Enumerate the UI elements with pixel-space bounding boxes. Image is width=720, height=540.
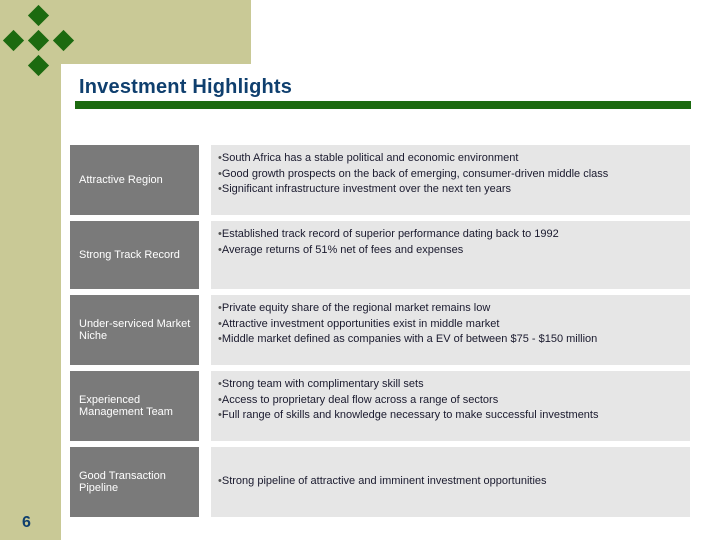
page-number: 6 xyxy=(22,514,31,531)
row-body xyxy=(211,371,690,441)
bullet-item: • Private equity share of the regional market remains low xyxy=(218,301,690,317)
highlight-row xyxy=(70,145,690,215)
bullet-item: • Strong pipeline of attractive and imminent investment opportunities xyxy=(218,474,690,490)
highlight-row xyxy=(70,221,690,289)
highlight-row xyxy=(70,295,690,365)
row-label: Under-serviced Market Niche xyxy=(70,295,199,365)
row-label: Good Transaction Pipeline xyxy=(70,447,199,517)
row-body xyxy=(211,447,690,517)
highlight-row xyxy=(70,447,690,517)
row-body xyxy=(211,221,690,289)
bullet-item: • Middle market defined as companies with a EV of between $75 - $150 million xyxy=(218,332,690,348)
bullet-item: • Established track record of superior performance dating back to 1992 xyxy=(218,227,690,243)
bullet-item: • Good growth prospects on the back of emerging, consumer-driven middle class xyxy=(218,167,690,183)
row-label: Strong Track Record xyxy=(70,221,199,289)
row-label: Attractive Region xyxy=(70,145,199,215)
slide-title: Investment Highlights xyxy=(79,76,293,98)
row-body xyxy=(211,145,690,215)
bullet-item: • Attractive investment opportunities exist in middle market xyxy=(218,317,690,333)
row-label: Experienced Management Team xyxy=(70,371,199,441)
left-decor-bar xyxy=(0,0,61,540)
bullet-item: • Strong team with complimentary skill sets xyxy=(218,377,690,393)
bullet-item: • South Africa has a stable political and economic environment xyxy=(218,151,690,167)
highlight-row xyxy=(70,371,690,441)
bullet-item: • Average returns of 51% net of fees and expenses xyxy=(218,243,690,259)
bullet-item: • Access to proprietary deal flow across a range of sectors xyxy=(218,393,690,409)
row-body xyxy=(211,295,690,365)
title-underline xyxy=(75,101,691,109)
bullet-item: • Significant infrastructure investment over the next ten years xyxy=(218,182,690,198)
bullet-item: • Full range of skills and knowledge necessary to make successful investments xyxy=(218,408,690,424)
